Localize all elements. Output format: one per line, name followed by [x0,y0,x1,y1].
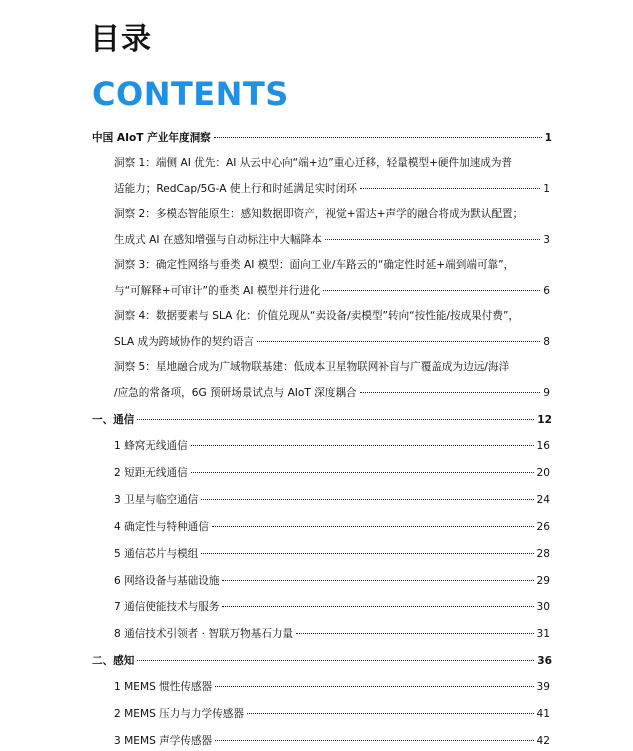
toc-leader-dots [247,713,534,714]
toc-entry-title: SLA 成为跨域协作的契约语言 [114,336,255,348]
toc-leader-dots [137,419,534,420]
toc-page-number: 16 [536,440,550,452]
toc-page-number: 8 [543,336,550,348]
toc-entry-text-line: 洞察 5：星地融合成为广域物联基建：低成本卫星物联网补盲与广覆盖成为边远/海洋 [114,361,510,373]
toc-entry-text-line: 洞察 3：确定性网络与垂类 AI 模型：面向工业/车路云的“确定性时延+端到端可靠”， [114,259,515,271]
toc-entry-title: 2 短距无线通信 [114,467,188,479]
toc-leader-dots [214,137,542,138]
toc-entry-title: 与“可解释+可审计”的垂类 AI 模型并行进化 [114,285,321,297]
toc-page-number: 12 [537,414,552,426]
toc-page-number: 3 [543,234,550,246]
toc-leader-dots [137,660,534,661]
toc-page-number: 6 [543,285,550,297]
toc-leader-dots [201,499,533,500]
toc-page-number: 41 [536,708,550,720]
toc-entry-title: 7 通信使能技术与服务 [114,601,220,613]
toc-leader-dots [191,445,534,446]
toc-leader-dots [191,472,534,473]
toc-leader-dots [360,188,540,189]
toc-leader-dots [222,606,533,607]
toc-page-number: 39 [536,681,550,693]
toc-page-number: 42 [536,735,550,747]
toc-leader-dots [215,686,533,687]
toc-page-number: 26 [536,521,550,533]
toc-entry-title: /应急的常备项，6G 预研场景试点与 AIoT 深度耦合 [114,387,357,399]
toc-leader-dots [212,526,534,527]
toc-entry-title: 一、通信 [92,414,135,426]
toc-entry-title: 适能力；RedCap/5G-A 使上行和时延满足实时闭环 [114,183,357,195]
toc-entry-text-line: 洞察 2：多模态智能原生：感知数据即资产，视觉+雷达+声学的融合将成为默认配置； [114,208,524,220]
toc-leader-dots [325,239,540,240]
toc-page-number: 1 [544,132,552,144]
toc-entry-title: 4 确定性与特种通信 [114,521,209,533]
toc-page-number: 30 [536,601,550,613]
toc-entry-title: 1 蜂窝无线通信 [114,440,188,452]
toc-page-number: 29 [536,575,550,587]
page-title: 目录 [90,22,152,57]
toc-page-number: 1 [543,183,550,195]
toc-leader-dots [201,553,533,554]
page-subtitle: CONTENTS [92,75,289,113]
toc-page-number: 28 [536,548,550,560]
toc-page-number: 20 [536,467,550,479]
toc-page-number: 9 [543,387,550,399]
toc-entry-title: 6 网络设备与基础设施 [114,575,220,587]
toc-entry-title: 二、感知 [92,655,135,667]
toc-leader-dots [257,341,540,342]
toc-leader-dots [215,740,533,741]
toc-leader-dots [323,290,540,291]
toc-entry-title: 8 通信技术引领者 · 智联万物基石力量 [114,628,294,640]
toc-entry-title: 5 通信芯片与模组 [114,548,199,560]
toc-leader-dots [296,633,533,634]
toc-page-number: 36 [537,655,552,667]
toc-entry-title: 2 MEMS 压力与力学传感器 [114,708,244,720]
toc-entry-title: 3 卫星与临空通信 [114,494,199,506]
toc-entry-title: 3 MEMS 声学传感器 [114,735,213,747]
toc-entry-title: 1 MEMS 惯性传感器 [114,681,213,693]
toc-leader-dots [360,392,541,393]
toc-page-number: 31 [536,628,550,640]
toc-entry-text-line: 洞察 4：数据要素与 SLA 化：价值兑现从“卖设备/卖模型”转向“按性能/按成果付费”， [114,310,520,322]
toc-entry-title: 生成式 AI 在感知增强与自动标注中大幅降本 [114,234,322,246]
toc-entry-title: 中国 AIoT 产业年度洞察 [92,132,211,144]
toc-entry-text-line: 洞察 1：端侧 AI 优先：AI 从云中心向“端+边”重心迁移，轻量模型+硬件加速成为普 [114,157,513,169]
toc-page-number: 24 [536,494,550,506]
toc-leader-dots [222,580,533,581]
